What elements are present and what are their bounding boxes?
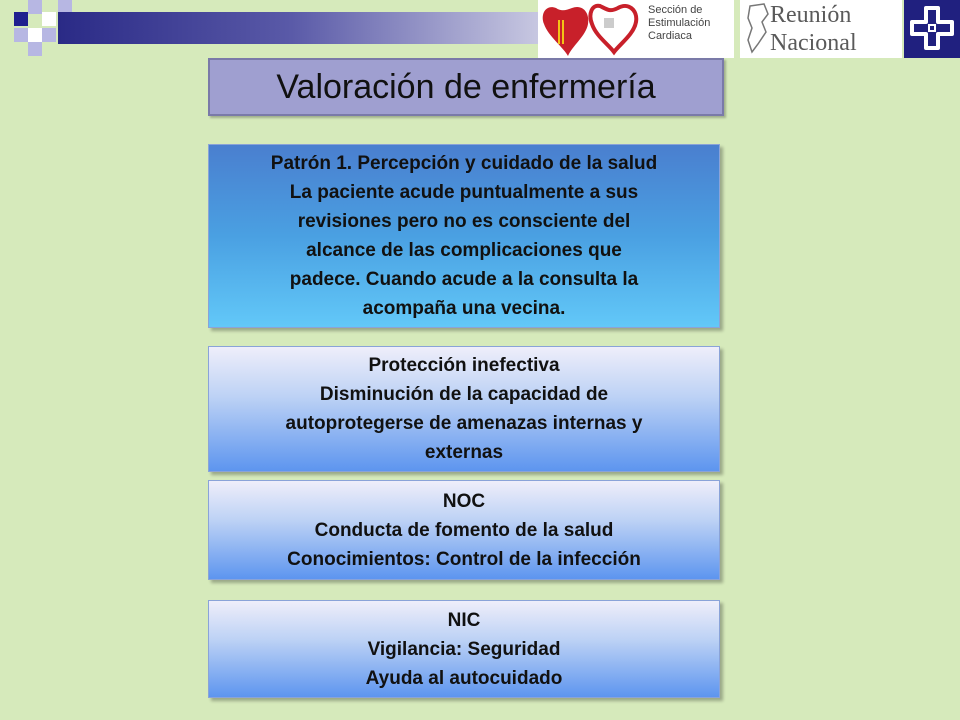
card-line: La paciente acude puntualmente a sus	[289, 182, 639, 203]
section-logo-line: Sección de	[648, 4, 703, 16]
section-logo-line: Estimulación	[648, 17, 711, 29]
society-logo	[904, 0, 960, 58]
meeting-logo	[740, 0, 902, 58]
card-line: alcance de las complicaciones que	[306, 240, 622, 261]
nic-card	[208, 600, 720, 698]
decor-square	[14, 28, 28, 42]
card-line: Disminución de la capacidad de	[319, 384, 609, 405]
section-logo	[538, 0, 734, 58]
decor-square	[42, 12, 56, 26]
card-line: NIC	[447, 609, 481, 631]
slide-title-box	[208, 58, 724, 116]
section-logo-line: Cardiaca	[648, 30, 693, 42]
card-line: padece. Cuando acude a la consulta la	[289, 269, 639, 290]
noc-card	[208, 480, 720, 580]
decor-square	[58, 0, 72, 12]
decor-square	[28, 28, 42, 42]
card-line: Conducta de fomento de la salud	[314, 519, 614, 541]
map-outline-icon	[744, 0, 772, 58]
card-line: Patrón 1. Percepción y cuidado de la salud	[270, 153, 658, 174]
card-line: Vigilancia: Seguridad	[367, 638, 561, 660]
decor-square	[28, 0, 42, 14]
diagnosis-card	[208, 346, 720, 472]
slide-title: Valoración de enfermería	[276, 67, 656, 106]
meeting-logo-line2: Nacional	[770, 30, 857, 56]
card-line: acompaña una vecina.	[362, 298, 566, 319]
decor-square	[14, 12, 28, 26]
card-line: Ayuda al autocuidado	[365, 667, 563, 689]
card-line: Conocimientos: Control de la infección	[287, 548, 641, 570]
heart-logo-icon	[538, 0, 648, 58]
card-line: autoprotegerse de amenazas internas y	[285, 413, 643, 434]
card-line: externas	[424, 442, 504, 463]
decor-square	[42, 28, 56, 42]
card-line: revisiones pero no es consciente del	[297, 211, 631, 232]
decor-square	[28, 42, 42, 56]
card-line: NOC	[442, 490, 486, 512]
meeting-logo-line1: Reunión	[770, 2, 852, 28]
pattern-card	[208, 144, 720, 328]
header-gradient-bar	[58, 12, 578, 44]
cross-icon	[904, 0, 960, 58]
card-line: Protección inefectiva	[368, 355, 560, 376]
